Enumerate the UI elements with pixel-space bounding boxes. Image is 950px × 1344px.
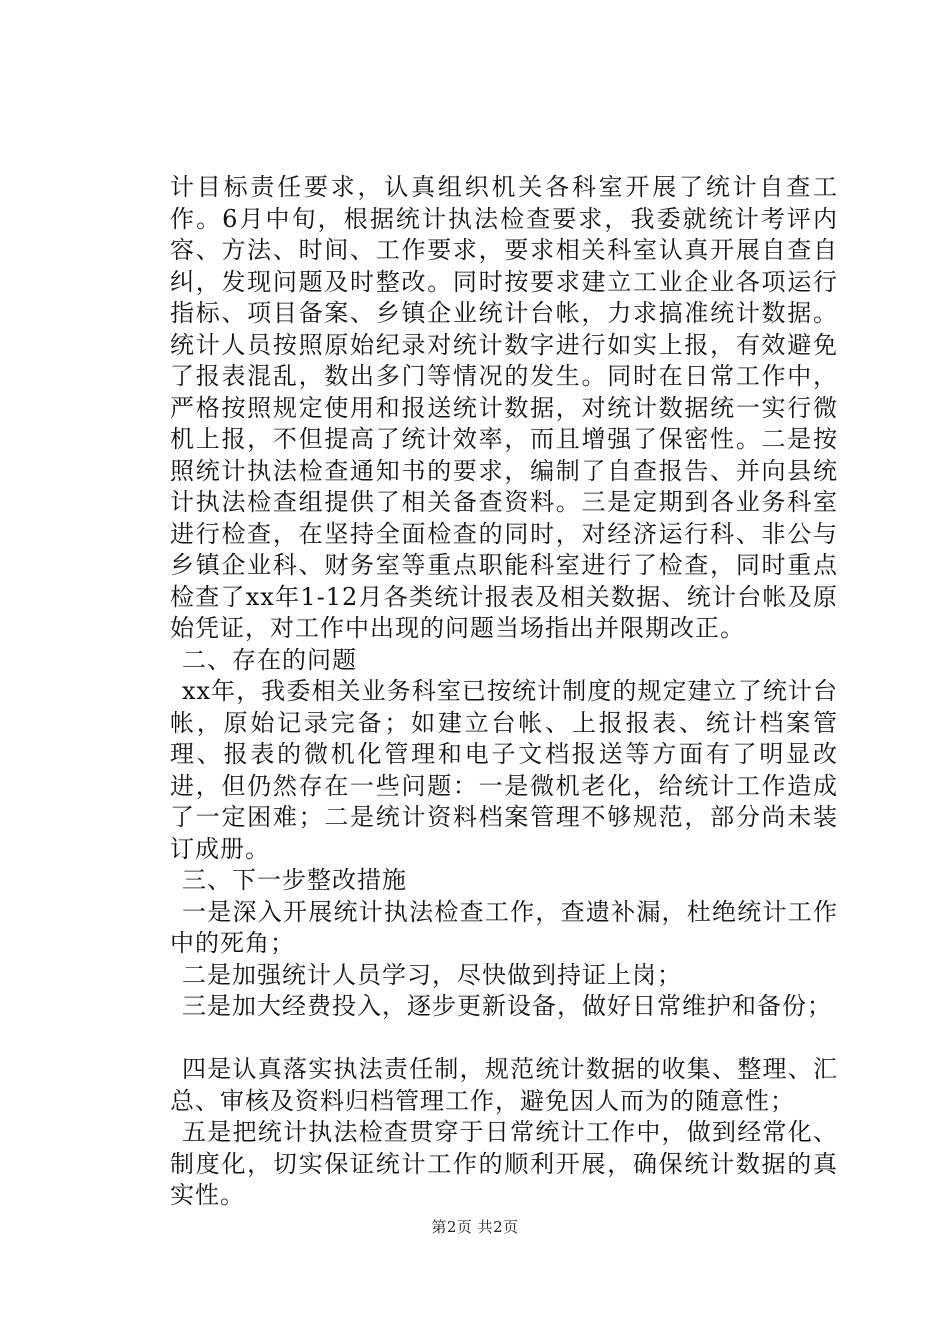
measure-item-1: 一是深入开展统计执法检查工作，查遗补漏，杜绝统计工作中的死角； bbox=[170, 897, 838, 957]
section-heading-problems: 二、存在的问题 bbox=[182, 645, 357, 674]
page-number-footer: 第2页 共2页 bbox=[431, 1218, 519, 1236]
measure-item-4: 四是认真落实执法责任制，规范统计数据的收集、整理、汇总、审核及资料归档管理工作，避免因人而为的随意性； bbox=[170, 1055, 838, 1115]
blank-line bbox=[170, 1023, 838, 1055]
measure-item-3: 三是加大经费投入，逐步更新设备，做好日常维护和备份； bbox=[182, 992, 832, 1020]
section-heading-measures: 三、下一步整改措施 bbox=[182, 866, 407, 894]
paragraph-self-inspection: 计目标责任要求，认真组织机关各科室开展了统计自查工作。6月中旬，根据统计执法检查要求，我委就统计考评内容、方法、时间、工作要求，要求相关科室认真开展自查自纠，发现问题及时整改。同时按要求建立工业企业各项运行指标、项目备案、乡镇企业统计台帐，力求搞准统计数据。统计人员按照原始纪录对统计数字进行如实上报，有效避免了报表混乱，数出多门等情况的发生。同时在日常工作中，严格按照规定使用和报送统计数据，对统计数据统一实行微机上报，不但提高了统计效率，而且增强了保密性。二是按照统计执法检查通知书的要求，编制了自查报告、并向县统计执法检查组提供了相关备查资料。三是定期到各业务科室进行检查，在坚持全面检查的同时，对经济运行科、非公与乡镇企业科、财务室等重点职能科室进行了检查，同时重点检查了xx年1-12月各类统计报表及相关数据、统计台帐及原始凭证，对工作中出现的问题当场指出并限期改正。 bbox=[170, 173, 838, 642]
document-body bbox=[170, 172, 838, 1212]
paragraph-problems: xx年，我委相关业务科室已按统计制度的规定建立了统计台帐，原始记录完备；如建立台帐、上报报表、统计档案管理、报表的微机化管理和电子文档报送等方面有了明显改进，但仍然存在一些问题：一是微机老化，给统计工作造成了一定困难；二是统计资料档案管理不够规范，部分尚未装订成册。 bbox=[170, 677, 838, 863]
measure-item-5: 五是把统计执法检查贯穿于日常统计工作中，做到经常化、制度化，切实保证统计工作的顺利开展，确保统计数据的真实性。 bbox=[170, 1118, 838, 1209]
measure-item-2: 二是加强统计人员学习，尽快做到持证上岗； bbox=[182, 960, 682, 989]
